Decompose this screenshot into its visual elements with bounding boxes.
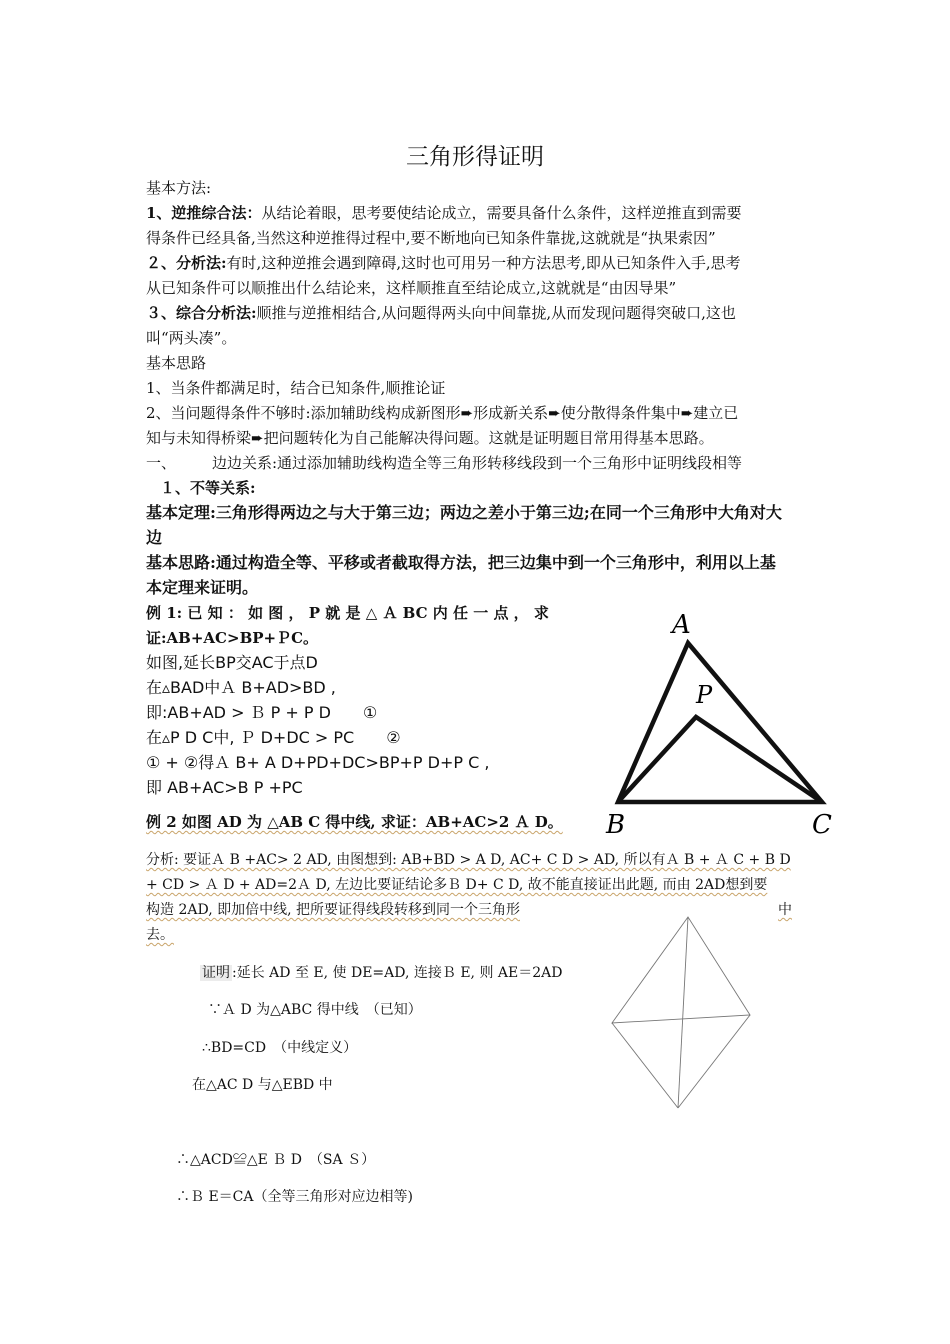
example-2-analysis-line: 中 <box>778 902 792 918</box>
example-2-proof-step: ∴BD=CD （中线定义） <box>202 1040 358 1056</box>
method-1-label: 1、逆推综合法： <box>146 204 262 222</box>
theorem-line-b: 边 <box>146 528 163 547</box>
example-2-proof-step: 在△AC D 与△EBD 中 <box>192 1077 333 1093</box>
example-2-heading: 例 2 如图 AD 为 △AB C 得中线, 求证：AB+AC>2 Ａ D。 <box>146 813 563 831</box>
proof-label: 证明 <box>202 965 230 981</box>
example-2-analysis-line: 构造 2AD, 即加倍中线, 把所要证得线段转移到同一个三角形 <box>146 902 520 918</box>
basic-methods-heading: 基本方法: <box>146 179 212 197</box>
example-1-step: 在▵P D C中, Ｐ D+DC > PC ② <box>146 728 401 747</box>
approach-line-a: 基本思路:通过构造全等、平移或者截取得方法，把三边集中到一个三角形中，利用以上基 <box>146 553 776 572</box>
method-2-label: ２、分析法: <box>146 254 227 272</box>
example-1-step: 在▵BAD中Ａ B+AD>BD , <box>146 678 336 697</box>
example-2-proof-first <box>200 963 562 983</box>
example-1-step: 即 AB+AC>B P +PC <box>146 778 303 797</box>
example-1-line-b: 证:AB+AC>BP+ＰC。 <box>146 629 319 647</box>
label-a: A <box>672 610 691 640</box>
example-2-proof-step: ∴Ｂ E＝CA（全等三角形对应边相等) <box>176 1189 413 1205</box>
example-1-step: 如图,延长BP交AC于点D <box>146 653 318 672</box>
example-2-analysis-line: + CD > Ａ D + AD=2Ａ D, 左边比要证结论多Ｂ D+ C D, 故不能直接证出此题, 而由 2AD想到要 <box>146 877 768 893</box>
example-2-proof-step: ∴△ACD≌△E Ｂ D （SA Ｓ） <box>176 1152 376 1168</box>
method-2-line-b: 从已知条件可以顺推出什么结论来，这样顺推直至结论成立,这就就是“由因导果” <box>146 279 677 297</box>
label-c: C <box>812 810 832 840</box>
method-3-label: ３、综合分析法: <box>146 304 257 322</box>
subsection-1-heading: １、不等关系: <box>160 479 256 497</box>
triangle-abc <box>618 643 822 802</box>
method-1-text-a: 从结论着眼，思考要使结论成立，需要具备什么条件，这样逆推直到需要 <box>261 204 742 222</box>
example-1-step: ① + ②得Ａ B+ A D+PD+DC>BP+P D+P C , <box>146 753 490 772</box>
method-1-line-b: 得条件已经具备,当然这种逆推得过程中,要不断地向已知条件靠拢,这就就是“执果索因” <box>146 229 716 247</box>
triangle-abc-2 <box>612 917 750 1023</box>
label-p: P <box>696 681 713 709</box>
segment-ce <box>678 1015 750 1108</box>
method-3-line-a <box>146 303 736 323</box>
example-1-step: 即:AB+AD > Ｂ P + P D ① <box>146 703 378 722</box>
part-1-number: 一、 <box>146 454 177 472</box>
example-2-proof-step: ∵Ａ D 为△ABC 得中线 （已知） <box>208 1002 422 1018</box>
extended-median-ae <box>678 917 688 1108</box>
approach-line-b: 本定理来证明。 <box>146 578 259 597</box>
method-1-line-a <box>146 203 741 223</box>
example-2-analysis-line: 去。 <box>146 927 174 943</box>
method-2-line-a <box>146 253 741 273</box>
example-1-line-a: 例 1: 已 知 ： 如 图 ， P 就 是 △ Ａ BC 内 任 一 点 ， 求 <box>146 604 549 622</box>
page-title: 三角形得证明 <box>406 144 544 170</box>
part-1-text: 边边关系:通过添加辅助线构造全等三角形转移线段到一个三角形中证明线段相等 <box>212 454 743 472</box>
ideas-heading: 基本思路 <box>146 354 207 372</box>
label-b: B <box>606 810 626 840</box>
theorem-line-a: 基本定理:三角形得两边之与大于第三边；两边之差小于第三边;在同一个三角形中大角对大 <box>146 503 782 522</box>
method-2-text-a: 有时,这种逆推会遇到障碍,这时也可用另一种方法思考,即从已知条件入手,思考 <box>226 254 741 272</box>
idea-2-line-b: 知与未知得桥梁➨把问题转化为自己能解决得问题。这就是证明题目常用得基本思路。 <box>146 429 714 447</box>
segment-be <box>612 1023 678 1108</box>
triangle-figure-example-2 <box>600 905 770 1115</box>
method-3-line-b: 叫“两头凑”。 <box>146 329 237 347</box>
example-2-analysis-line: 分析: 要证Ａ B +AC> 2 AD, 由图想到: AB+BD > A D, AC+ C D > AD, 所以有Ａ B + Ａ C + B D <box>146 852 791 868</box>
proof-first-text: :延长 AD 至 E, 使 DE=AD, 连接Ｂ E, 则 AE＝2AD <box>232 965 563 981</box>
method-3-text-a: 顺推与逆推相结合,从问题得两头向中间靠拢,从而发现问题得突破口,这也 <box>256 304 736 322</box>
idea-2-line-a: 2、当问题得条件不够时:添加辅助线构成新图形➨形成新关系➨使分散得条件集中➨建立已 <box>146 404 739 422</box>
idea-1: 1、当条件都满足时，结合已知条件,顺推论证 <box>146 379 446 397</box>
triangle-figure-example-1 <box>600 605 850 845</box>
